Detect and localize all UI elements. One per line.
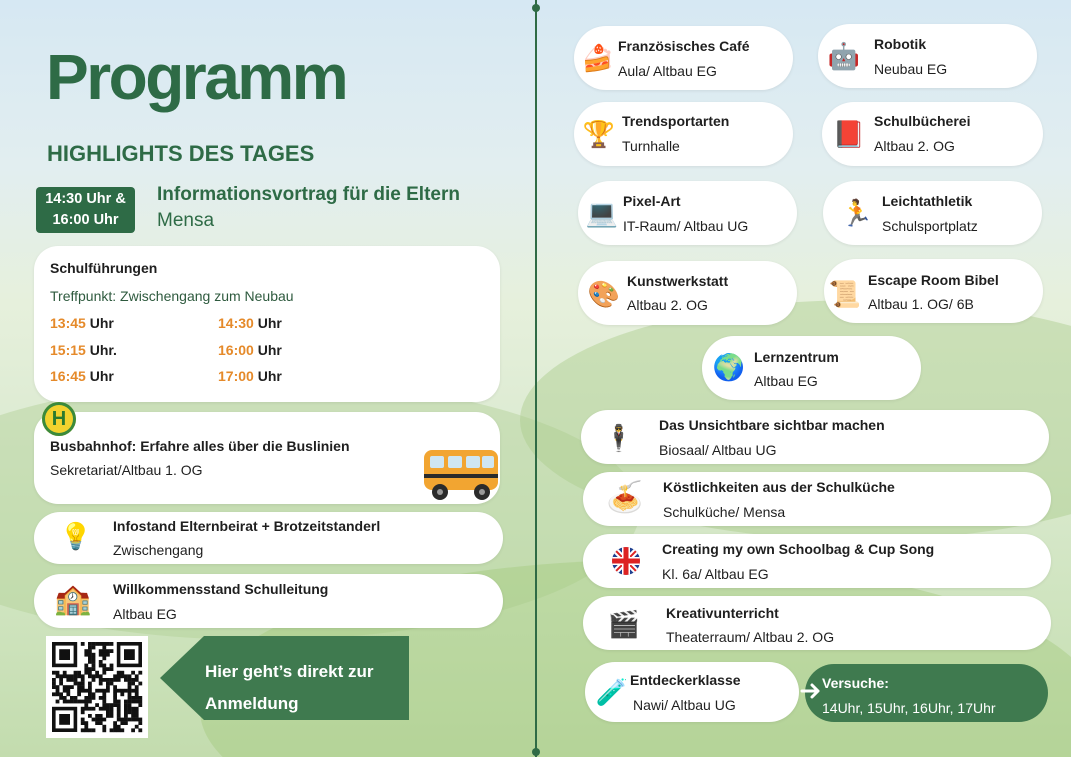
globe-icon: 🌍	[712, 352, 746, 382]
registration-text-line2: Anmeldung	[205, 694, 299, 713]
tour-time: 16:45 Uhr	[50, 368, 114, 384]
station-title: Französisches Café	[618, 38, 750, 54]
station-location: Schulsportplatz	[882, 218, 978, 234]
info-time-badge	[36, 187, 135, 233]
experiments-title: Versuche:	[822, 675, 889, 691]
station-title: Creating my own Schoolbag & Cup Song	[662, 541, 935, 557]
info-title: Informationsvortrag für die Eltern	[157, 184, 460, 205]
school-bus-icon	[420, 444, 504, 504]
runner-icon: 🏃	[840, 198, 874, 228]
page-title: Programm	[46, 41, 347, 113]
clapperboard-icon: 🎬	[607, 609, 641, 639]
bus-stop-badge: H	[51, 407, 67, 430]
arrow-right-icon	[800, 682, 822, 700]
scroll-icon: 📜	[828, 279, 862, 309]
station-title: Robotik	[874, 36, 927, 52]
tour-time: 17:00 Uhr	[218, 368, 282, 384]
tour-time: 14:30 Uhr	[218, 315, 282, 331]
laptop-icon: 💻	[585, 198, 619, 228]
tour-time: 15:15 Uhr.	[50, 342, 117, 358]
station-title: Entdeckerklasse	[630, 672, 741, 688]
infostand-title: Infostand Elternbeirat + Brotzeitstanderl	[113, 518, 381, 534]
station-title: Lernzentrum	[754, 349, 839, 365]
bus-location: Sekretariat/Altbau 1. OG	[50, 462, 203, 478]
station-title: Köstlichkeiten aus der Schulküche	[663, 479, 895, 495]
school-building-icon: 🏫	[54, 583, 92, 616]
macaron-icon: 🍰	[581, 43, 615, 73]
registration-text-line1: Hier geht’s direkt zur	[205, 662, 374, 681]
bus-title: Busbahnhof: Erfahre alles über die Buslinien	[50, 438, 350, 454]
robot-icon: 🤖	[827, 41, 861, 71]
infostand-location: Zwischengang	[113, 542, 204, 558]
info-time-2: 16:00 Uhr	[52, 212, 119, 228]
station-location: Altbau 2. OG	[627, 297, 708, 313]
station-title: Kreativunterricht	[666, 605, 779, 621]
station-title: Leichtathletik	[882, 193, 973, 209]
station-location: Neubau EG	[874, 61, 948, 77]
info-location: Mensa	[157, 210, 215, 231]
station-location: Aula/ Altbau EG	[618, 63, 717, 79]
book-icon: 📕	[832, 119, 866, 149]
scientist-icon: 🕴	[602, 423, 636, 453]
station-title: Trendsportarten	[622, 113, 730, 129]
station-location: Nawi/ Altbau UG	[633, 697, 736, 713]
light-bulb-icon: 💡	[59, 521, 93, 551]
info-time-1: 14:30 Uhr &	[45, 191, 126, 207]
station-location: Altbau 2. OG	[874, 138, 955, 154]
station-title: Escape Room Bibel	[868, 272, 999, 288]
tours-meeting-point: Treffpunkt: Zwischengang zum Neubau	[50, 288, 294, 304]
bus-stop-icon	[42, 402, 76, 436]
divider-dot	[532, 748, 540, 756]
tour-time: 13:45 Uhr	[50, 315, 114, 331]
experiments-times: 14Uhr, 15Uhr, 16Uhr, 17Uhr	[822, 700, 996, 716]
station-title: Pixel-Art	[623, 193, 681, 209]
station-title: Kunstwerkstatt	[627, 273, 729, 289]
station-location: Biosaal/ Altbau UG	[659, 442, 777, 458]
station-title: Das Unsichtbare sichtbar machen	[659, 417, 885, 433]
registration-qr-code[interactable]	[46, 636, 148, 738]
food-icon: 🍝	[606, 481, 644, 514]
sports-icon: 🏆	[582, 119, 616, 149]
center-divider	[535, 0, 537, 757]
station-location: Kl. 6a/ Altbau EG	[662, 566, 769, 582]
station-location: Theaterraum/ Altbau 2. OG	[666, 629, 835, 645]
test-tubes-icon: 🧪	[595, 677, 629, 707]
tour-time: 16:00 Uhr	[218, 342, 282, 358]
welcome-location: Altbau EG	[113, 606, 177, 622]
divider-dot	[532, 4, 540, 12]
station-location: Altbau 1. OG/ 6B	[868, 296, 974, 312]
station-location: Altbau EG	[754, 373, 818, 389]
tours-title: Schulführungen	[50, 260, 158, 276]
station-location: IT-Raum/ Altbau UG	[623, 218, 749, 234]
station-title: Schulbücherei	[874, 113, 971, 129]
palette-icon: 🎨	[587, 279, 621, 309]
highlights-heading: HIGHLIGHTS DES TAGES	[47, 141, 315, 166]
uk-flag-icon	[611, 546, 641, 576]
station-location: Schulküche/ Mensa	[663, 504, 786, 520]
welcome-title: Willkommensstand Schulleitung	[113, 581, 329, 597]
station-location: Turnhalle	[622, 138, 680, 154]
